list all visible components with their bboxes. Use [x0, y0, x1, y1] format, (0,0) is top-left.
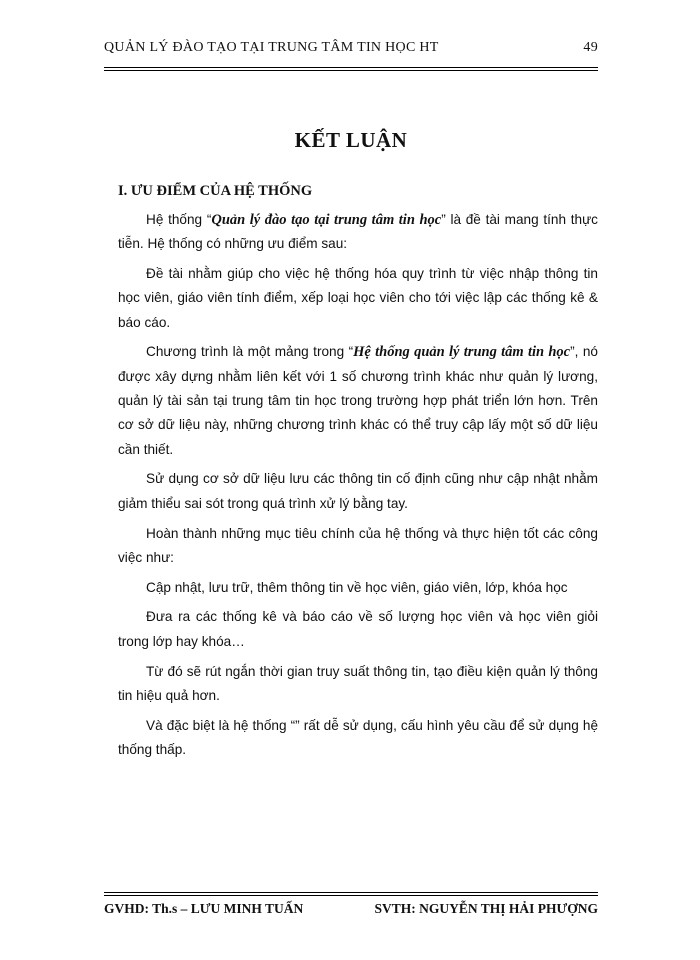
header-title: QUẢN LÝ ĐÀO TẠO TẠI TRUNG TÂM TIN HỌC HT: [104, 40, 439, 55]
p1-emphasis: Quản lý đào tạo tại trung tâm tin học: [211, 212, 442, 228]
header-rule: [104, 67, 598, 71]
p1-text-before: Hệ thống “: [146, 212, 212, 227]
p3-text-before: Chương trình là một mảng trong “: [146, 344, 354, 360]
footer-student: SVTH: NGUYỄN THỊ HẢI PHƯỢNG: [374, 901, 598, 916]
body-text: [118, 208, 598, 768]
paragraph-7: Đưa ra các thống kê và báo cáo về số lượng học viên và học viên giỏi trong lớp hay khóa…: [118, 609, 598, 649]
footer-rule: [104, 892, 598, 896]
paragraph-9: Và đặc biệt là hệ thống “” rất dễ sử dụng, cấu hình yêu cầu để sử dụng hệ thống thấp.: [118, 717, 598, 757]
page-header: [104, 40, 598, 63]
paragraph-6: Cập nhật, lưu trữ, thêm thông tin về học viên, giáo viên, lớp, khóa học: [146, 579, 568, 595]
paragraph-2: Đề tài nhằm giúp cho việc hệ thống hóa quy trình từ việc nhập thông tin học viên, giáo viên tính điểm, xếp loại học viên cho tới việc lập các thống kê & báo cáo.: [118, 266, 598, 330]
paragraph-4: Sử dụng cơ sở dữ liệu lưu các thông tin cố định cũng như cập nhật nhằm giảm thiểu sai sót trong quá trình xử lý bằng tay.: [118, 471, 598, 511]
p1-text-after: ” là đề tài mang tính thực tiễn. Hệ thống có những ưu điểm sau:: [118, 212, 598, 252]
page-number: 49: [583, 40, 598, 55]
page-footer: [104, 901, 598, 917]
paragraph-3: [118, 340, 598, 461]
p3-emphasis: Hệ thống quản lý trung tâm tin học: [353, 344, 571, 361]
paragraph-8: Từ đó sẽ rút ngắn thời gian truy suất thông tin, tạo điều kiện quản lý thông tin hiệu quả hơn.: [118, 663, 598, 703]
page-heading: KẾT LUẬN: [294, 128, 408, 152]
section-title: I. ƯU ĐIỂM CỦA HỆ THỐNG: [118, 183, 313, 199]
footer-supervisor: GVHD: Th.s – LƯU MINH TUẤN: [104, 901, 304, 916]
paragraph-1: [118, 208, 598, 257]
paragraph-5: Hoàn thành những mục tiêu chính của hệ thống và thực hiện tốt các công việc như:: [118, 525, 598, 565]
p3-text-after: ”, nó được xây dựng nhằm liên kết với 1 số chương trình khác như quản lý lương, quản lý tài sản tại trung tâm tin học trong trường hợp phát triển lớn hơn. Trên cơ sở dữ liệu này, những chương trình khác có thể truy cập lấy một số dữ liệu cần thiết.: [118, 344, 598, 457]
